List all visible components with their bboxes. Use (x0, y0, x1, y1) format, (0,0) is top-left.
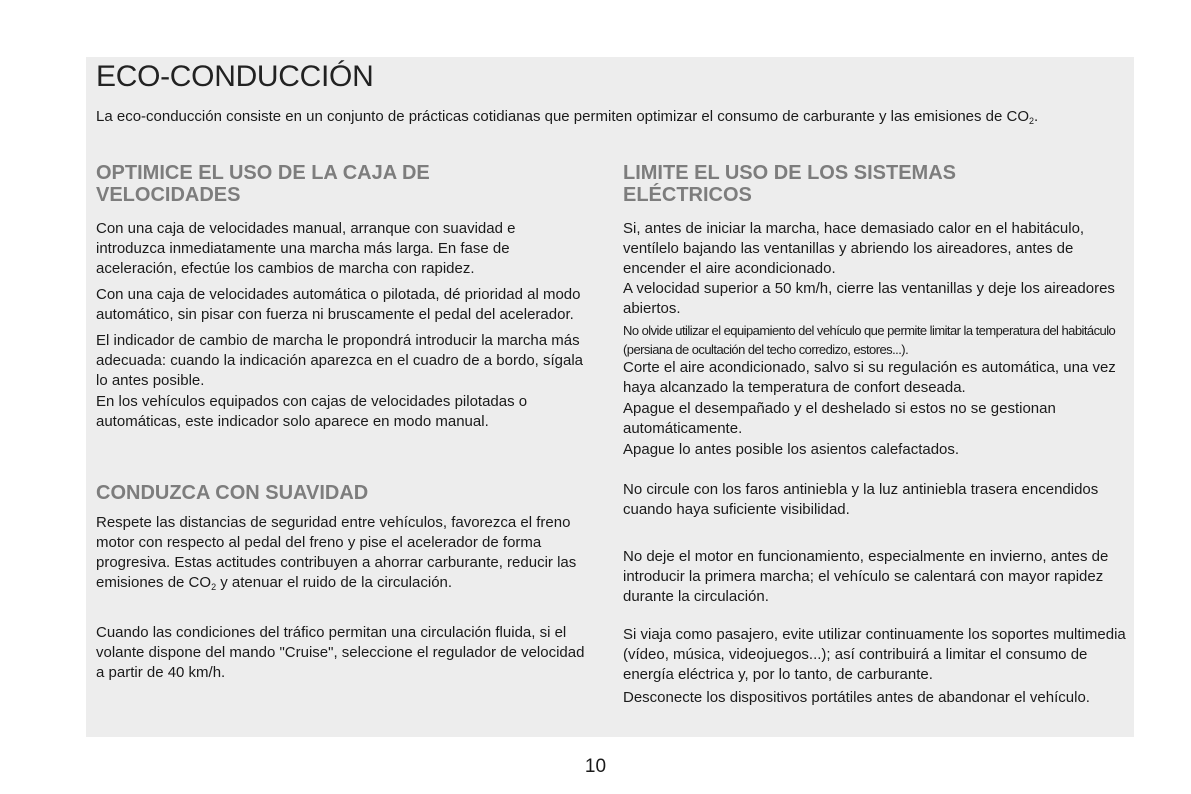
gearbox-paragraph: En los vehículos equipados con cajas de velocidades pilotadas o automáticas, este indicador solo aparece en modo manual. (96, 393, 528, 430)
section-title-electrical: LIMITE EL USO DE LOS SISTEMAS ELÉCTRICOS (623, 162, 956, 206)
electrical-item: No deje el motor en funcionamiento, especialmente en invierno, antes de introducir la primera marcha; el vehículo se calentará con mayor rapidez durante la circulación. (623, 548, 1109, 605)
gearbox-paragraph: Con una caja de velocidades manual, arranque con suavidad e introduzca inmediatamente una marcha más larga. En fase de aceleración, efectúe los cambios de marcha con rapidez. (96, 220, 516, 277)
electrical-item: No circule con los faros antiniebla y la luz antiniebla trasera encendidos cuando haya suficiente visibilidad. (623, 481, 1099, 518)
intro-text: La eco-conducción consiste en un conjunto de prácticas cotidianas que permiten optimizar el consumo de carburante y las emisiones de $CO_2$. (96, 108, 1039, 126)
page-title: ECO-CONDUCCIÓN (96, 60, 374, 93)
electrical-item: Apague el desempañado y el deshelado si estos no se gestionan automáticamente. (623, 400, 1056, 437)
cruise-paragraph: Cuando las condiciones del tráfico permitan una circulación fluida, si el volante dispone del mando "Cruise", seleccione el regulador de velocidad a partir de 40 km/h. (96, 624, 585, 681)
electrical-item: Apague lo antes posible los asientos calefactados. (623, 441, 960, 458)
gearbox-paragraph: El indicador de cambio de marcha le propondrá introducir la marcha más adecuada: cuando la indicación aparezca en el cuadro de a bordo, sígala lo antes posible. (96, 332, 584, 389)
electrical-item: Si viaja como pasajero, evite utilizar continuamente los soportes multimedia (vídeo, música, videojuegos...); así contribuirá a limitar el consumo de energía eléctrica y, por lo tanto, de carburante. (623, 626, 1126, 683)
section-title-gearbox: OPTIMICE EL USO DE LA CAJA DE VELOCIDADES (96, 162, 430, 206)
smooth-driving-paragraph: Respete las distancias de seguridad entre vehículos, favorezca el freno motor con respecto al pedal del freno y pise el acelerador de forma progresiva. Estas actitudes contribuyen a ahorrar carburante, reducir las emisiones de $CO_2$ y atenuar el ruido de la circulación. (96, 514, 577, 592)
section-title-smooth-driving: CONDUZCA CON SUAVIDAD (96, 482, 369, 504)
electrical-item: Si, antes de iniciar la marcha, hace demasiado calor en el habitáculo, ventílelo bajando las ventanillas y abriendo los aireadores, antes de encender el aire acondicionado. (623, 220, 1085, 277)
left-column (96, 162, 586, 683)
electrical-item: Corte el aire acondicionado, salvo si su regulación es automática, una vez haya alcanzado la temperatura de confort deseada. (623, 359, 1116, 396)
electrical-item: No olvide utilizar el equipamiento del vehículo que permite limitar la temperatura del habitáculo (persiana de ocultación del techo corredizo, estores...). (623, 323, 1116, 357)
electrical-item: Desconecte los dispositivos portátiles antes de abandonar el vehículo. (623, 689, 1090, 706)
right-column (623, 162, 1128, 708)
gearbox-paragraph: Con una caja de velocidades automática o pilotada, dé prioridad al modo automático, sin pisar con fuerza ni bruscamente el pedal del acelerador. (96, 286, 581, 323)
electrical-item: A velocidad superior a 50 km/h, cierre las ventanillas y deje los aireadores abiertos. (623, 280, 1115, 317)
page-number: 10 (584, 756, 607, 777)
